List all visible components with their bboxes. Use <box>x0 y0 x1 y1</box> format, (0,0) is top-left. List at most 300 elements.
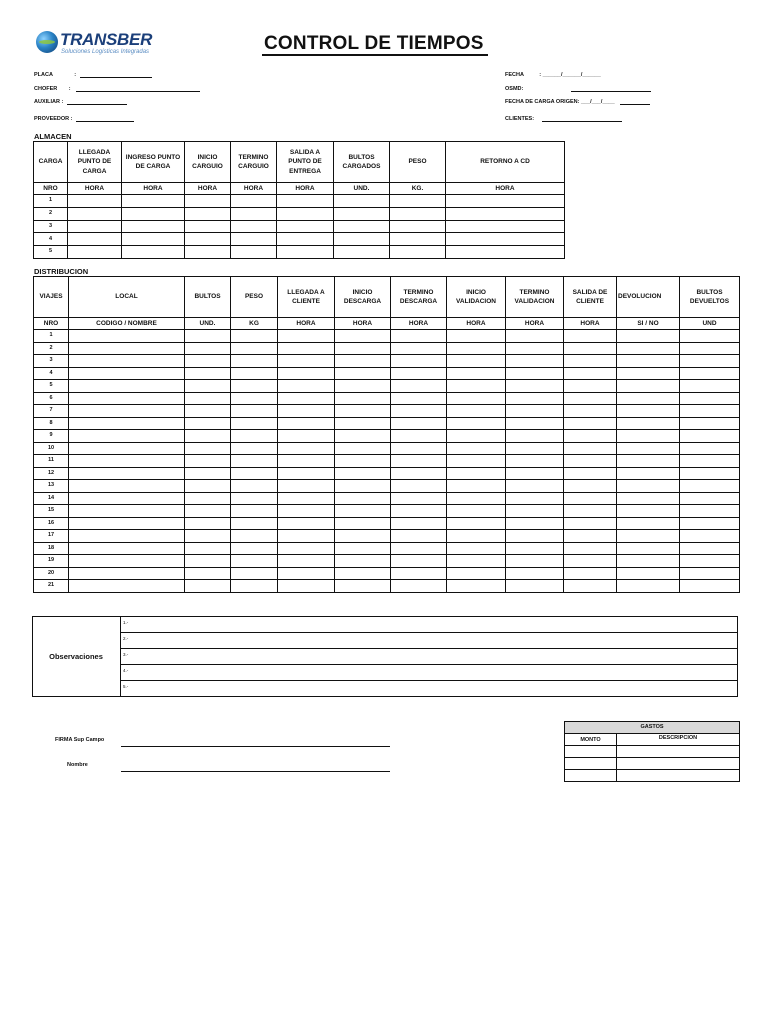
distribucion-cell[interactable] <box>69 330 185 343</box>
distribucion-cell[interactable] <box>447 342 506 355</box>
distribucion-cell[interactable] <box>69 542 185 555</box>
distribucion-cell[interactable] <box>335 530 391 543</box>
distribucion-cell[interactable] <box>69 480 185 493</box>
distribucion-cell[interactable] <box>335 330 391 343</box>
distribucion-cell[interactable] <box>278 330 335 343</box>
distribucion-cell[interactable] <box>506 342 564 355</box>
distribucion-cell[interactable] <box>231 492 278 505</box>
distribucion-cell[interactable] <box>680 530 740 543</box>
distribucion-cell[interactable] <box>69 342 185 355</box>
distribucion-cell[interactable] <box>335 405 391 418</box>
distribucion-cell[interactable] <box>278 442 335 455</box>
distribucion-cell[interactable] <box>185 380 231 393</box>
distribucion-cell[interactable] <box>447 367 506 380</box>
distribucion-cell[interactable] <box>69 455 185 468</box>
distribucion-cell[interactable] <box>69 567 185 580</box>
distribucion-row-number: 21 <box>34 580 69 593</box>
almacen-cell[interactable] <box>334 246 390 259</box>
firma-line[interactable] <box>121 746 390 747</box>
field-osmd[interactable] <box>505 86 651 92</box>
almacen-header: INGRESO PUNTO DE CARGA <box>122 142 185 183</box>
distribucion-cell[interactable] <box>391 430 447 443</box>
distribucion-cell[interactable] <box>564 342 617 355</box>
distribucion-cell[interactable] <box>231 530 278 543</box>
distribucion-cell[interactable] <box>617 480 680 493</box>
distribucion-cell[interactable] <box>69 580 185 593</box>
field-placa[interactable] <box>34 72 152 78</box>
observacion-line-4[interactable]: 4.- <box>121 665 738 681</box>
distribucion-cell[interactable] <box>680 392 740 405</box>
distribucion-cell[interactable] <box>564 380 617 393</box>
distribucion-cell[interactable] <box>391 555 447 568</box>
distribucion-cell[interactable] <box>391 342 447 355</box>
almacen-cell[interactable] <box>277 195 334 208</box>
distribucion-cell[interactable] <box>506 367 564 380</box>
almacen-cell[interactable] <box>68 195 122 208</box>
distribucion-cell[interactable] <box>278 417 335 430</box>
distribucion-cell[interactable] <box>617 342 680 355</box>
distribucion-cell[interactable] <box>278 355 335 368</box>
distribucion-cell[interactable] <box>335 380 391 393</box>
observacion-line-2[interactable]: 2.- <box>121 633 738 649</box>
distribucion-cell[interactable] <box>185 455 231 468</box>
almacen-cell[interactable] <box>446 246 565 259</box>
distribucion-cell[interactable] <box>680 505 740 518</box>
distribucion-cell[interactable] <box>617 417 680 430</box>
distribucion-cell[interactable] <box>564 442 617 455</box>
distribucion-cell[interactable] <box>335 567 391 580</box>
distribucion-cell[interactable] <box>69 555 185 568</box>
almacen-cell[interactable] <box>334 207 390 220</box>
almacen-cell[interactable] <box>185 246 231 259</box>
distribucion-cell[interactable] <box>185 567 231 580</box>
distribucion-cell[interactable] <box>335 455 391 468</box>
distribucion-cell[interactable] <box>447 492 506 505</box>
field-fecha[interactable] <box>505 72 601 78</box>
distribucion-cell[interactable] <box>564 505 617 518</box>
distribucion-cell[interactable] <box>564 405 617 418</box>
distribucion-cell[interactable] <box>69 492 185 505</box>
distribucion-cell[interactable] <box>617 530 680 543</box>
almacen-cell[interactable] <box>446 220 565 233</box>
distribucion-cell[interactable] <box>185 367 231 380</box>
distribucion-cell[interactable] <box>69 367 185 380</box>
distribucion-cell[interactable] <box>617 567 680 580</box>
distribucion-cell[interactable] <box>680 430 740 443</box>
distribucion-cell[interactable] <box>506 380 564 393</box>
distribucion-cell[interactable] <box>680 442 740 455</box>
almacen-cell[interactable] <box>231 207 277 220</box>
distribucion-cell[interactable] <box>617 467 680 480</box>
distribucion-cell[interactable] <box>564 480 617 493</box>
distribucion-cell[interactable] <box>617 492 680 505</box>
distribucion-cell[interactable] <box>185 555 231 568</box>
distribucion-cell[interactable] <box>231 330 278 343</box>
distribucion-cell[interactable] <box>391 417 447 430</box>
distribucion-cell[interactable] <box>680 342 740 355</box>
distribucion-cell[interactable] <box>278 455 335 468</box>
distribucion-cell[interactable] <box>680 355 740 368</box>
distribucion-cell[interactable] <box>447 417 506 430</box>
distribucion-cell[interactable] <box>506 392 564 405</box>
field-auxiliar[interactable] <box>34 99 127 105</box>
almacen-cell[interactable] <box>231 220 277 233</box>
distribucion-cell[interactable] <box>617 405 680 418</box>
distribucion-cell[interactable] <box>680 542 740 555</box>
gastos-monto-cell[interactable] <box>565 758 617 770</box>
distribucion-cell[interactable] <box>335 492 391 505</box>
distribucion-cell[interactable] <box>278 542 335 555</box>
distribucion-cell[interactable] <box>564 530 617 543</box>
gastos-descripcion-cell[interactable] <box>617 746 740 758</box>
distribucion-cell[interactable] <box>278 392 335 405</box>
distribucion-cell[interactable] <box>447 355 506 368</box>
distribucion-cell[interactable] <box>231 555 278 568</box>
distribucion-cell[interactable] <box>447 430 506 443</box>
distribucion-cell[interactable] <box>231 430 278 443</box>
distribucion-cell[interactable] <box>564 580 617 593</box>
distribucion-cell[interactable] <box>680 367 740 380</box>
almacen-cell[interactable] <box>231 233 277 246</box>
distribucion-cell[interactable] <box>617 542 680 555</box>
distribucion-cell[interactable] <box>69 517 185 530</box>
distribucion-cell[interactable] <box>69 505 185 518</box>
distribucion-cell[interactable] <box>335 430 391 443</box>
distribucion-cell[interactable] <box>278 555 335 568</box>
almacen-cell[interactable] <box>277 207 334 220</box>
almacen-cell[interactable] <box>68 246 122 259</box>
distribucion-cell[interactable] <box>391 355 447 368</box>
distribucion-cell[interactable] <box>506 555 564 568</box>
almacen-cell[interactable] <box>185 220 231 233</box>
distribucion-cell[interactable] <box>391 405 447 418</box>
distribucion-cell[interactable] <box>231 580 278 593</box>
distribucion-cell[interactable] <box>278 380 335 393</box>
distribucion-cell[interactable] <box>506 567 564 580</box>
distribucion-cell[interactable] <box>391 567 447 580</box>
distribucion-cell[interactable] <box>185 467 231 480</box>
distribucion-cell[interactable] <box>447 455 506 468</box>
distribucion-cell[interactable] <box>391 392 447 405</box>
distribucion-cell[interactable] <box>506 467 564 480</box>
distribucion-cell[interactable] <box>335 555 391 568</box>
almacen-cell[interactable] <box>390 195 446 208</box>
distribucion-cell[interactable] <box>680 555 740 568</box>
observacion-line-3[interactable]: 3.- <box>121 649 738 665</box>
distribucion-cell[interactable] <box>69 417 185 430</box>
distribucion-cell[interactable] <box>335 342 391 355</box>
distribucion-cell[interactable] <box>185 480 231 493</box>
almacen-cell[interactable] <box>446 233 565 246</box>
distribucion-cell[interactable] <box>185 342 231 355</box>
distribucion-cell[interactable] <box>506 455 564 468</box>
distribucion-cell[interactable] <box>231 342 278 355</box>
almacen-cell[interactable] <box>277 246 334 259</box>
distribucion-cell[interactable] <box>506 405 564 418</box>
distribucion-cell[interactable] <box>680 380 740 393</box>
distribucion-cell[interactable] <box>447 580 506 593</box>
distribucion-cell[interactable] <box>185 542 231 555</box>
distribucion-cell[interactable] <box>335 580 391 593</box>
distribucion-cell[interactable] <box>278 367 335 380</box>
distribucion-cell[interactable] <box>231 417 278 430</box>
distribucion-cell[interactable] <box>506 505 564 518</box>
distribucion-cell[interactable] <box>564 542 617 555</box>
distribucion-cell[interactable] <box>506 480 564 493</box>
distribucion-cell[interactable] <box>231 480 278 493</box>
distribucion-cell[interactable] <box>447 517 506 530</box>
distribucion-cell[interactable] <box>564 392 617 405</box>
distribucion-cell[interactable] <box>231 392 278 405</box>
distribucion-cell[interactable] <box>185 492 231 505</box>
almacen-cell[interactable] <box>122 233 185 246</box>
distribucion-cell[interactable] <box>391 330 447 343</box>
distribucion-cell[interactable] <box>617 367 680 380</box>
distribucion-cell[interactable] <box>185 355 231 368</box>
observacion-line-1[interactable]: 1.- <box>121 617 738 633</box>
distribucion-header: TERMINO VALIDACION <box>506 277 564 318</box>
distribucion-cell[interactable] <box>185 392 231 405</box>
almacen-cell[interactable] <box>122 220 185 233</box>
distribucion-cell[interactable] <box>231 505 278 518</box>
almacen-cell[interactable] <box>68 220 122 233</box>
distribucion-cell[interactable] <box>231 517 278 530</box>
distribucion-cell[interactable] <box>69 442 185 455</box>
distribucion-cell[interactable] <box>617 555 680 568</box>
distribucion-cell[interactable] <box>617 355 680 368</box>
distribucion-cell[interactable] <box>278 567 335 580</box>
almacen-cell[interactable] <box>185 195 231 208</box>
almacen-cell[interactable] <box>122 207 185 220</box>
gastos-descripcion-cell[interactable] <box>617 758 740 770</box>
distribucion-cell[interactable] <box>447 392 506 405</box>
distribucion-cell[interactable] <box>185 517 231 530</box>
distribucion-cell[interactable] <box>335 542 391 555</box>
distribucion-cell[interactable] <box>564 367 617 380</box>
distribucion-cell[interactable] <box>391 517 447 530</box>
distribucion-cell[interactable] <box>680 492 740 505</box>
distribucion-cell[interactable] <box>69 392 185 405</box>
distribucion-cell[interactable] <box>506 330 564 343</box>
distribucion-cell[interactable] <box>335 417 391 430</box>
almacen-cell[interactable] <box>390 246 446 259</box>
distribucion-cell[interactable] <box>231 467 278 480</box>
distribucion-cell[interactable] <box>391 542 447 555</box>
distribucion-cell[interactable] <box>447 480 506 493</box>
distribucion-cell[interactable] <box>278 342 335 355</box>
distribucion-cell[interactable] <box>391 455 447 468</box>
almacen-cell[interactable] <box>231 246 277 259</box>
distribucion-cell[interactable] <box>391 580 447 593</box>
distribucion-cell[interactable] <box>617 430 680 443</box>
distribucion-cell[interactable] <box>335 505 391 518</box>
distribucion-cell[interactable] <box>185 530 231 543</box>
distribucion-cell[interactable] <box>447 467 506 480</box>
almacen-cell[interactable] <box>334 220 390 233</box>
distribucion-cell[interactable] <box>617 442 680 455</box>
gastos-monto-cell[interactable] <box>565 746 617 758</box>
almacen-cell[interactable] <box>122 195 185 208</box>
distribucion-cell[interactable] <box>506 417 564 430</box>
almacen-cell[interactable] <box>231 195 277 208</box>
distribucion-cell[interactable] <box>335 442 391 455</box>
distribucion-cell[interactable] <box>69 380 185 393</box>
distribucion-cell[interactable] <box>391 480 447 493</box>
distribucion-cell[interactable] <box>564 467 617 480</box>
distribucion-cell[interactable] <box>69 355 185 368</box>
distribucion-cell[interactable] <box>506 517 564 530</box>
distribucion-cell[interactable] <box>617 517 680 530</box>
distribucion-cell[interactable] <box>231 367 278 380</box>
distribucion-cell[interactable] <box>185 430 231 443</box>
almacen-cell[interactable] <box>68 207 122 220</box>
distribucion-cell[interactable] <box>335 367 391 380</box>
distribucion-cell[interactable] <box>680 455 740 468</box>
distribucion-cell[interactable] <box>506 492 564 505</box>
distribucion-cell[interactable] <box>278 492 335 505</box>
distribucion-cell[interactable] <box>69 405 185 418</box>
almacen-cell[interactable] <box>68 233 122 246</box>
distribucion-cell[interactable] <box>278 405 335 418</box>
almacen-cell[interactable] <box>334 195 390 208</box>
almacen-cell[interactable] <box>277 233 334 246</box>
distribucion-cell[interactable] <box>447 567 506 580</box>
distribucion-cell[interactable] <box>564 430 617 443</box>
distribucion-cell[interactable] <box>506 355 564 368</box>
distribucion-cell[interactable] <box>506 530 564 543</box>
distribucion-cell[interactable] <box>231 455 278 468</box>
field-fecha-carga[interactable] <box>505 99 650 105</box>
observacion-line-5[interactable]: 5.- <box>123 684 129 689</box>
distribucion-cell[interactable] <box>680 480 740 493</box>
distribucion-cell[interactable] <box>447 405 506 418</box>
field-clientes[interactable] <box>505 116 622 122</box>
distribucion-cell[interactable] <box>617 580 680 593</box>
distribucion-cell[interactable] <box>447 530 506 543</box>
distribucion-cell[interactable] <box>391 530 447 543</box>
distribucion-cell[interactable] <box>335 480 391 493</box>
distribucion-cell[interactable] <box>185 417 231 430</box>
distribucion-cell[interactable] <box>564 567 617 580</box>
distribucion-cell[interactable] <box>231 355 278 368</box>
almacen-cell[interactable] <box>277 220 334 233</box>
distribucion-cell[interactable] <box>564 517 617 530</box>
almacen-cell[interactable] <box>334 233 390 246</box>
distribucion-cell[interactable] <box>231 380 278 393</box>
distribucion-cell[interactable] <box>617 392 680 405</box>
distribucion-cell[interactable] <box>391 367 447 380</box>
almacen-cell[interactable] <box>185 233 231 246</box>
distribucion-cell[interactable] <box>564 417 617 430</box>
distribucion-cell[interactable] <box>680 467 740 480</box>
distribucion-cell[interactable] <box>185 580 231 593</box>
distribucion-cell[interactable] <box>185 442 231 455</box>
almacen-cell[interactable] <box>446 207 565 220</box>
distribucion-cell[interactable] <box>680 517 740 530</box>
distribucion-cell[interactable] <box>69 430 185 443</box>
distribucion-cell[interactable] <box>335 517 391 530</box>
distribucion-cell[interactable] <box>278 580 335 593</box>
clientes-line <box>542 116 622 122</box>
distribucion-header: SALIDA DE CLIENTE <box>564 277 617 318</box>
distribucion-cell[interactable] <box>185 405 231 418</box>
distribucion-cell[interactable] <box>278 505 335 518</box>
distribucion-cell[interactable] <box>231 542 278 555</box>
distribucion-cell[interactable] <box>185 505 231 518</box>
chofer-line <box>76 86 200 92</box>
almacen-cell[interactable] <box>122 246 185 259</box>
distribucion-cell[interactable] <box>506 580 564 593</box>
distribucion-cell[interactable] <box>69 467 185 480</box>
distribucion-cell[interactable] <box>564 355 617 368</box>
distribucion-cell[interactable] <box>680 567 740 580</box>
distribucion-cell[interactable] <box>391 442 447 455</box>
distribucion-cell[interactable] <box>278 480 335 493</box>
distribucion-cell[interactable] <box>506 442 564 455</box>
distribucion-cell[interactable] <box>391 380 447 393</box>
distribucion-cell[interactable] <box>231 567 278 580</box>
placa-label: PLACA <box>34 72 53 78</box>
distribucion-cell[interactable] <box>680 580 740 593</box>
distribucion-cell[interactable] <box>617 505 680 518</box>
distribucion-cell[interactable] <box>231 442 278 455</box>
distribucion-cell[interactable] <box>564 455 617 468</box>
distribucion-cell[interactable] <box>447 330 506 343</box>
almacen-cell[interactable] <box>390 220 446 233</box>
distribucion-cell[interactable] <box>506 430 564 443</box>
distribucion-cell[interactable] <box>680 417 740 430</box>
distribucion-cell[interactable] <box>447 555 506 568</box>
distribucion-cell[interactable] <box>335 467 391 480</box>
field-proveedor[interactable] <box>34 116 134 122</box>
almacen-cell[interactable] <box>185 207 231 220</box>
distribucion-row-number: 10 <box>34 442 69 455</box>
distribucion-cell[interactable] <box>391 492 447 505</box>
almacen-cell[interactable] <box>390 207 446 220</box>
distribucion-cell[interactable] <box>506 542 564 555</box>
field-chofer[interactable] <box>34 86 200 92</box>
distribucion-cell[interactable] <box>617 330 680 343</box>
gastos-descripcion-cell[interactable] <box>617 770 740 782</box>
gastos-monto-cell[interactable] <box>565 770 617 782</box>
distribucion-cell[interactable] <box>185 330 231 343</box>
distribucion-cell[interactable] <box>335 392 391 405</box>
distribucion-cell[interactable] <box>278 530 335 543</box>
distribucion-cell[interactable] <box>617 455 680 468</box>
distribucion-cell[interactable] <box>447 505 506 518</box>
distribucion-cell[interactable] <box>447 380 506 393</box>
distribucion-cell[interactable] <box>447 542 506 555</box>
almacen-cell[interactable] <box>390 233 446 246</box>
distribucion-cell[interactable] <box>278 517 335 530</box>
nombre-line[interactable] <box>121 771 390 772</box>
distribucion-cell[interactable] <box>680 330 740 343</box>
distribucion-cell[interactable] <box>391 505 447 518</box>
distribucion-cell[interactable] <box>231 405 278 418</box>
distribucion-cell[interactable] <box>278 430 335 443</box>
distribucion-cell[interactable] <box>278 467 335 480</box>
almacen-cell[interactable] <box>446 195 565 208</box>
distribucion-cell[interactable] <box>335 355 391 368</box>
distribucion-cell[interactable] <box>69 530 185 543</box>
distribucion-cell[interactable] <box>564 555 617 568</box>
distribucion-cell[interactable] <box>391 467 447 480</box>
distribucion-cell[interactable] <box>564 330 617 343</box>
distribucion-cell[interactable] <box>617 380 680 393</box>
distribucion-cell[interactable] <box>680 405 740 418</box>
distribucion-cell[interactable] <box>564 492 617 505</box>
distribucion-cell[interactable] <box>447 442 506 455</box>
